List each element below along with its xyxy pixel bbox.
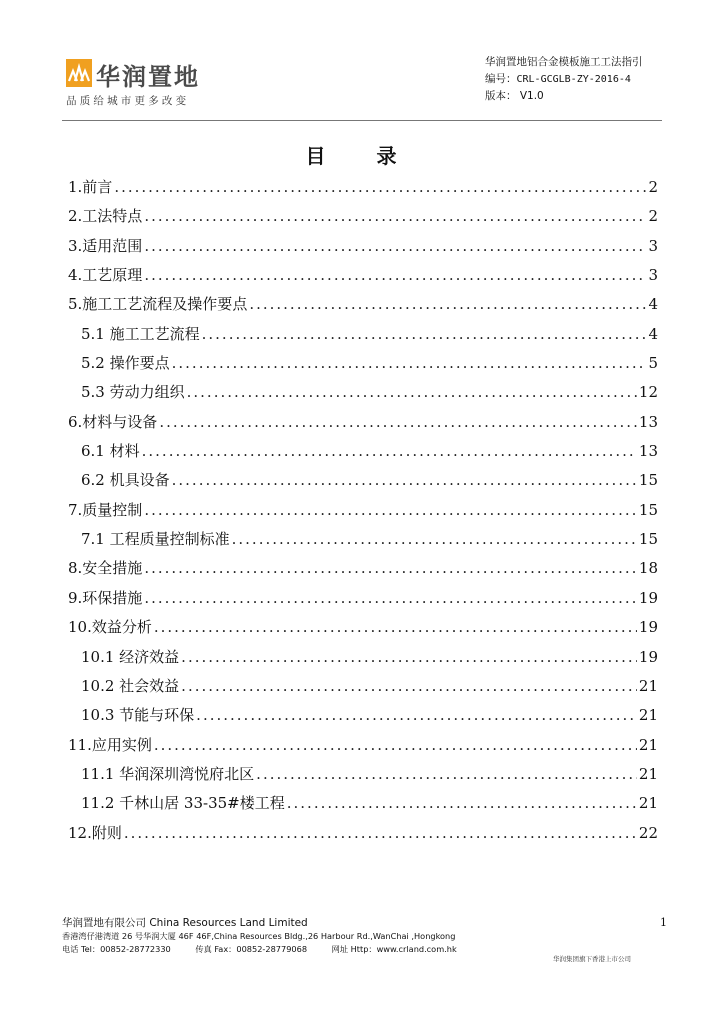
toc-entry-label: 11.2 千林山居 33-35#楼工程 (81, 794, 285, 813)
toc-entry[interactable] (68, 235, 658, 264)
document-number-label: 编号： (485, 73, 517, 85)
page-title: 目 录 (305, 144, 419, 168)
toc-dot-leader (144, 501, 637, 519)
toc-entry-label: 2.工法特点 (68, 207, 143, 226)
toc-entry[interactable] (68, 352, 658, 381)
toc-entry-label: 10.1 经济效益 (81, 647, 180, 666)
document-title: 华润置地铝合金模板施工工法指引 (485, 56, 643, 68)
toc-dot-leader (154, 736, 637, 754)
document-meta (485, 54, 643, 105)
toc-dot-leader (124, 824, 637, 842)
toc-dot-leader (144, 589, 637, 607)
toc-entry[interactable] (68, 822, 658, 851)
footer-web: 网址 Http：www.crland.com.hk (331, 944, 457, 954)
toc-entry[interactable] (68, 469, 658, 498)
toc-entry-label: 8.安全措施 (68, 559, 143, 578)
toc-entry[interactable] (68, 792, 658, 821)
page-footer (62, 916, 479, 956)
toc-entry-label: 11.应用实例 (68, 735, 152, 754)
toc-entry-page: 5 (648, 354, 658, 373)
toc-entry[interactable] (68, 587, 658, 616)
toc-dot-leader (144, 237, 646, 255)
toc-entry-page: 19 (638, 588, 658, 607)
company-logo (62, 55, 212, 111)
toc-entry[interactable] (68, 411, 658, 440)
toc-dot-leader (114, 178, 646, 196)
toc-entry-page: 21 (638, 794, 658, 813)
toc-dot-leader (181, 677, 637, 695)
toc-dot-leader (154, 618, 637, 636)
toc-entry-page: 15 (638, 471, 658, 490)
toc-dot-leader (144, 207, 646, 225)
toc-entry-page: 21 (638, 676, 658, 695)
toc-entry-page: 15 (638, 530, 658, 549)
toc-dot-leader (144, 266, 646, 284)
toc-entry[interactable] (68, 528, 658, 557)
toc-entry-page: 22 (638, 823, 658, 842)
toc-entry-label: 10.效益分析 (68, 618, 152, 637)
toc-entry-label: 7.1 工程质量控制标准 (81, 530, 230, 549)
toc-entry[interactable] (68, 616, 658, 645)
toc-entry-page: 21 (638, 706, 658, 725)
toc-entry-page: 12 (638, 383, 658, 402)
toc-entry-label: 10.2 社会效益 (81, 676, 180, 695)
toc-entry-page: 19 (638, 647, 658, 666)
toc-entry-label: 6.材料与设备 (68, 412, 158, 431)
toc-entry-label: 9.环保措施 (68, 588, 143, 607)
toc-entry-label: 10.3 节能与环保 (81, 706, 195, 725)
toc-entry[interactable] (68, 264, 658, 293)
document-number-value: CRL-GCGLB-ZY-2016-4 (516, 74, 631, 85)
toc-entry-page: 19 (638, 618, 658, 637)
header-divider (62, 120, 662, 121)
toc-entry[interactable] (68, 704, 658, 733)
document-version: 版本： V1.0 (485, 90, 544, 102)
toc-dot-leader (172, 471, 637, 489)
toc-entry-label: 4.工艺原理 (68, 266, 143, 285)
toc-entry[interactable] (68, 293, 658, 322)
toc-entry-page: 4 (648, 295, 658, 314)
toc-entry-label: 1.前言 (68, 178, 113, 196)
toc-entry[interactable] (68, 381, 658, 410)
toc-entry-page: 13 (638, 442, 658, 461)
toc-entry[interactable] (68, 499, 658, 528)
toc-dot-leader (287, 794, 637, 812)
toc-entry[interactable] (68, 675, 658, 704)
toc-entry[interactable] (68, 176, 658, 205)
page-number: 1 (660, 916, 667, 929)
toc-entry-page: 2 (648, 178, 658, 196)
toc-entry-page: 3 (648, 266, 658, 285)
footer-company: 华润置地有限公司 China Resources Land Limited (62, 917, 308, 929)
document-number (485, 71, 643, 88)
toc-entry[interactable] (68, 205, 658, 234)
company-logo-mark-icon (66, 59, 92, 87)
toc-entry-page: 2 (648, 207, 658, 226)
toc-entry-label: 5.3 劳动力组织 (81, 383, 185, 402)
toc-dot-leader (256, 765, 637, 783)
toc-entry-label: 6.1 材料 (81, 442, 140, 461)
company-slogan: 品质给城市更多改变 (66, 95, 190, 107)
toc-dot-leader (142, 442, 637, 460)
toc-entry[interactable] (68, 323, 658, 352)
toc-dot-leader (232, 530, 637, 548)
toc-entry-label: 6.2 机具设备 (81, 471, 170, 490)
toc-entry[interactable] (68, 440, 658, 469)
footer-address: 香港湾仔港湾道 26 号华润大厦 46F 46F,China Resources Bldg.,26 Harbour Rd.,WanChai ,Hongkong (62, 931, 456, 941)
toc-entry-label: 7.质量控制 (68, 500, 143, 519)
toc-entry[interactable] (68, 734, 658, 763)
table-of-contents (68, 176, 658, 851)
toc-dot-leader (172, 354, 647, 372)
toc-entry[interactable] (68, 557, 658, 586)
toc-entry-label: 5.1 施工工艺流程 (81, 324, 200, 343)
toc-entry-page: 21 (638, 735, 658, 754)
toc-dot-leader (249, 295, 646, 313)
footer-tel: 电话 Tel：00852-28772330 (62, 944, 171, 954)
toc-entry-label: 5.施工工艺流程及操作要点 (68, 295, 248, 314)
toc-dot-leader (187, 383, 637, 401)
toc-entry-label: 11.1 华润深圳湾悦府北区 (81, 764, 255, 783)
toc-entry-label: 12.附则 (68, 823, 122, 842)
toc-entry-page: 4 (648, 324, 658, 343)
footer-note: 华润集团旗下香港上市公司 (553, 955, 631, 963)
company-logo-text: 华润置地 (96, 63, 200, 91)
toc-entry-page: 13 (638, 412, 658, 431)
toc-entry-label: 5.2 操作要点 (81, 354, 170, 373)
toc-entry-page: 15 (638, 500, 658, 519)
toc-entry-page: 3 (648, 236, 658, 255)
toc-entry[interactable] (68, 763, 658, 792)
toc-dot-leader (196, 706, 637, 724)
toc-entry-page: 21 (638, 764, 658, 783)
toc-dot-leader (144, 559, 637, 577)
footer-contact (62, 943, 479, 956)
footer-fax: 传真 Fax：00852-28779068 (195, 944, 308, 954)
toc-dot-leader (181, 648, 637, 666)
toc-entry-label: 3.适用范围 (68, 236, 143, 255)
toc-dot-leader (159, 413, 637, 431)
toc-entry-page: 18 (638, 559, 658, 578)
toc-dot-leader (202, 325, 647, 343)
toc-entry[interactable] (68, 646, 658, 675)
